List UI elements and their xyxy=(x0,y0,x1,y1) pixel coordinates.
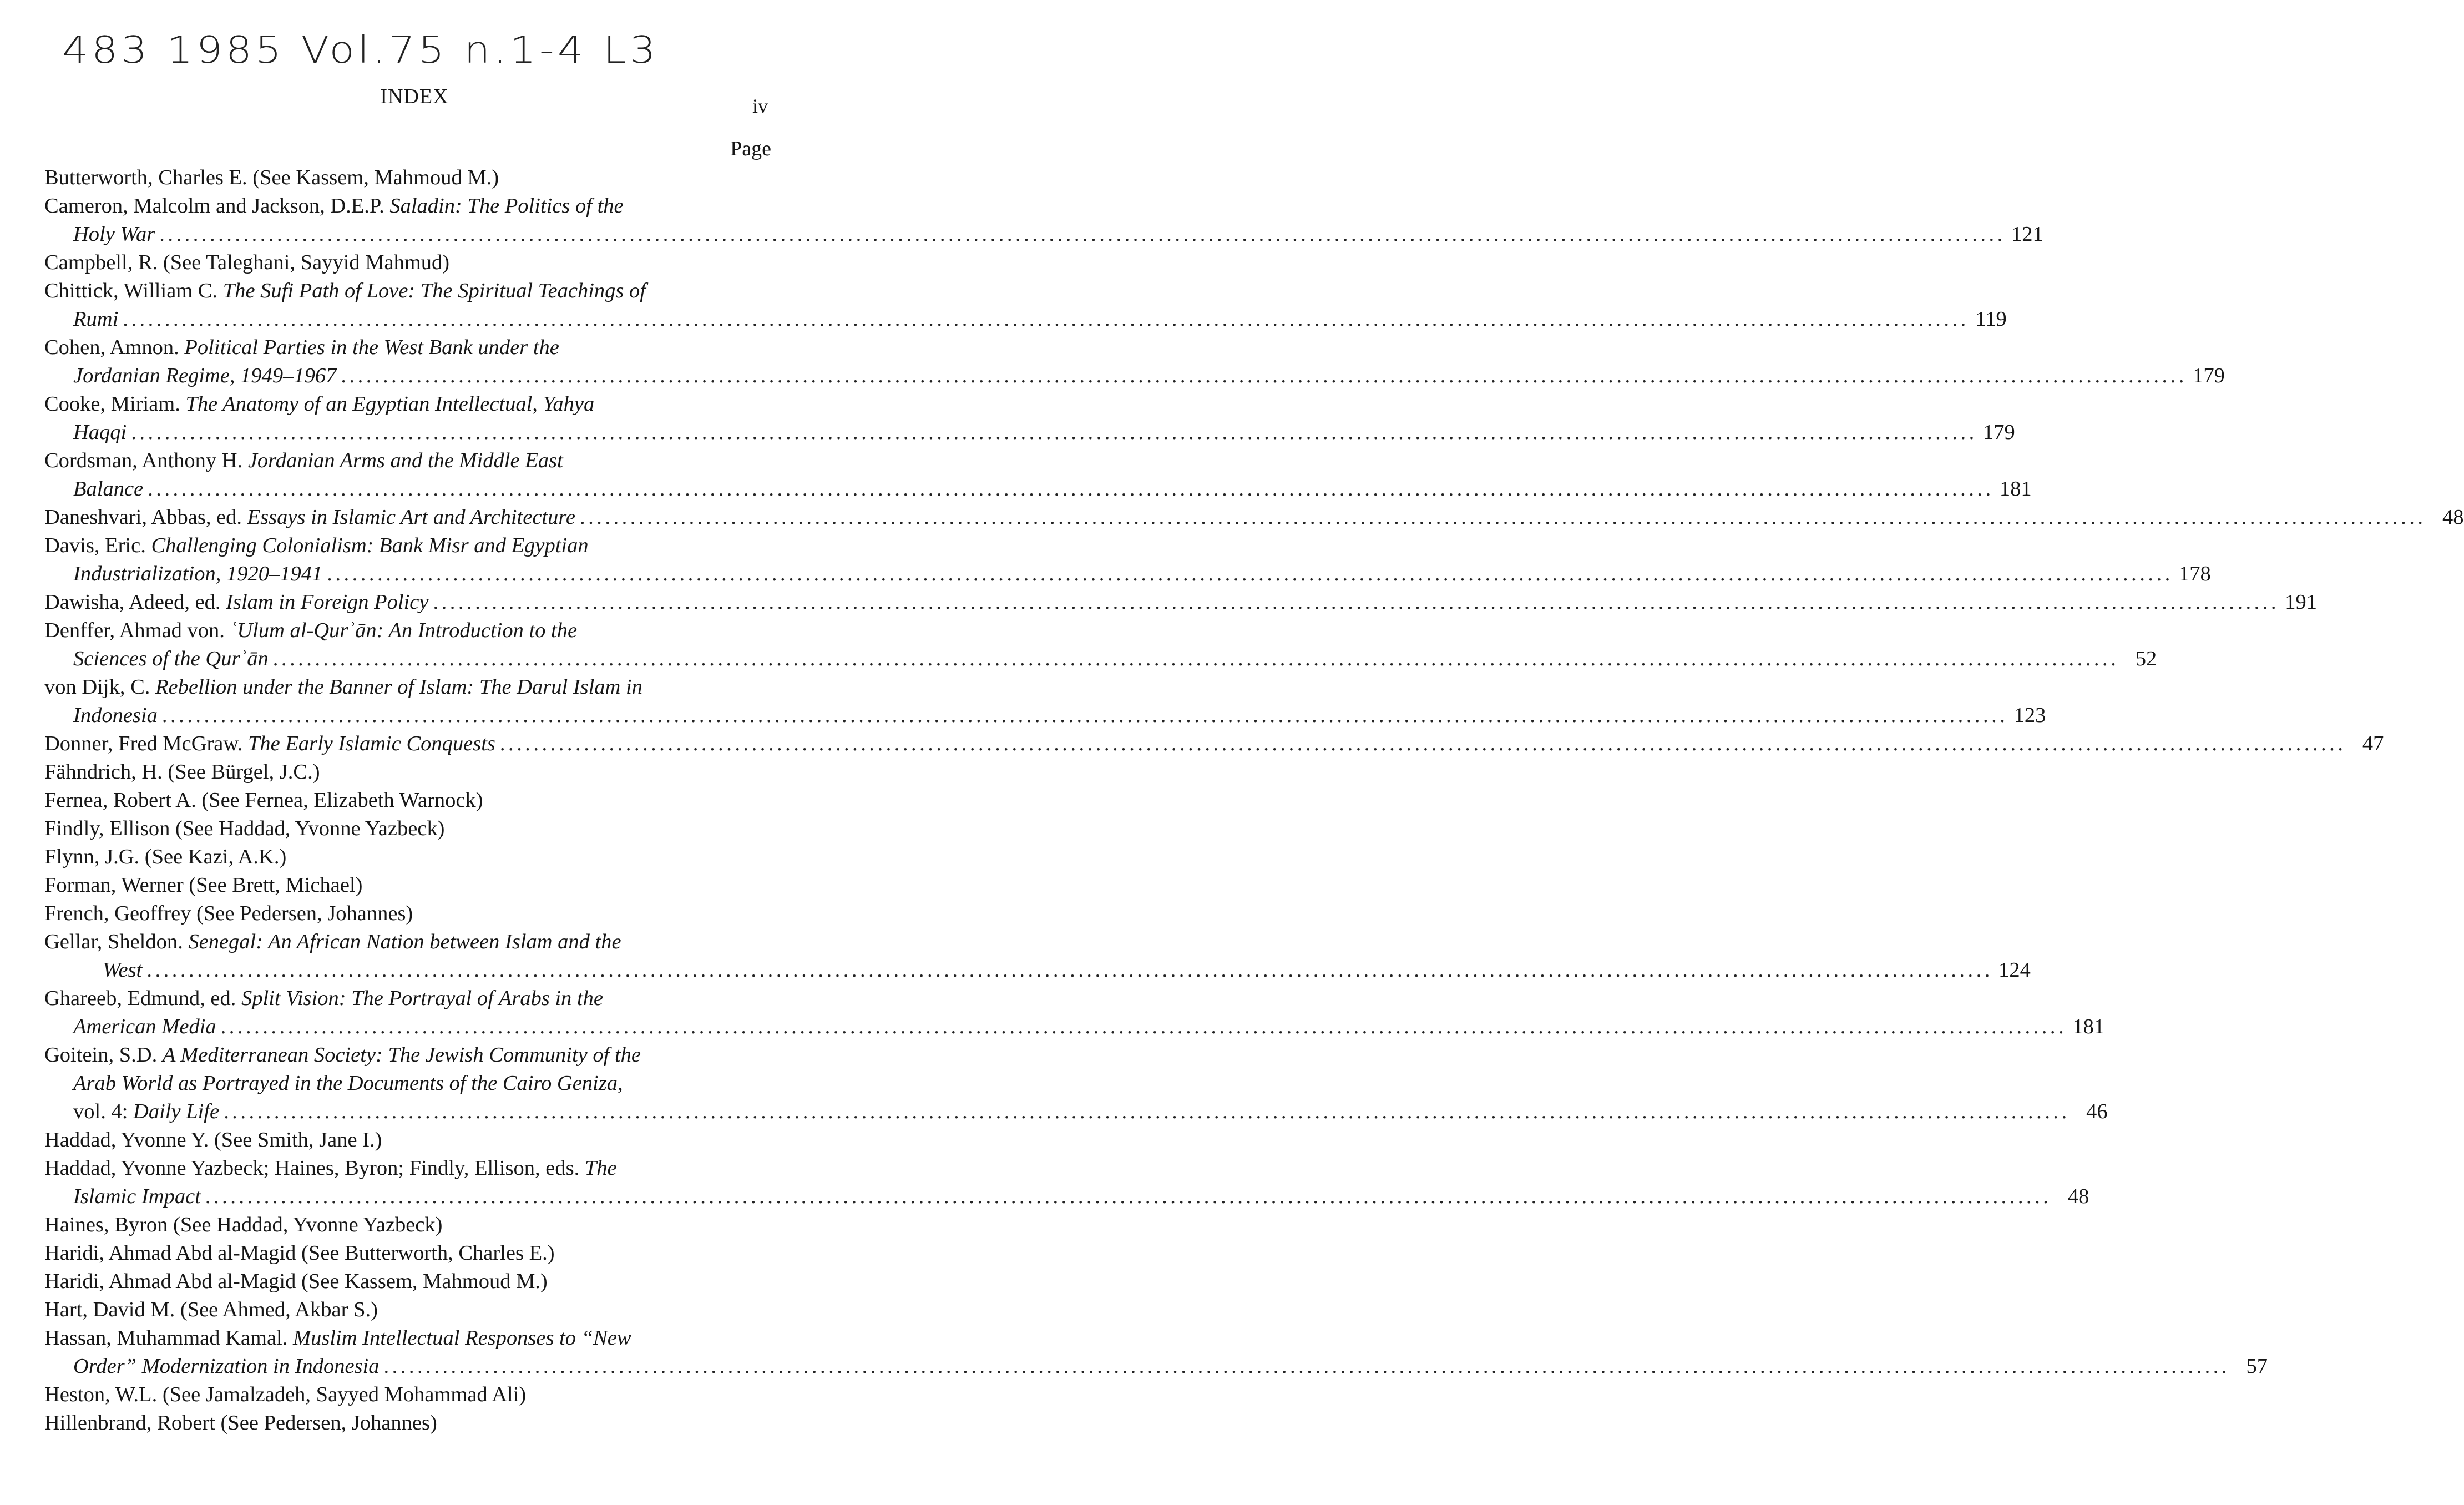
entry-title: ʿUlum al-Qurʾān: An Introduction to the xyxy=(230,619,578,642)
dot-leader: ............................................................................................................................................................................................................................ xyxy=(205,1185,2052,1208)
entry-page-number: 124 xyxy=(1998,958,2031,982)
entry-page-number: 119 xyxy=(1975,307,2007,331)
index-entry xyxy=(44,447,2032,503)
entry-title: The xyxy=(584,1156,617,1180)
entry-text: Gellar, Sheldon. xyxy=(44,930,189,953)
entry-text: Dawisha, Adeed, ed. xyxy=(44,590,226,614)
index-entry xyxy=(44,871,771,900)
index-entry-line xyxy=(44,1154,771,1183)
entry-page-number: 52 xyxy=(2135,647,2157,670)
entry-text: Ghareeb, Edmund, ed. xyxy=(44,987,241,1010)
index-entry xyxy=(44,277,2007,334)
page-numeral: iv xyxy=(752,95,768,117)
entry-page-number: 191 xyxy=(2285,590,2317,614)
index-entry-line xyxy=(44,984,771,1013)
index-entry-line xyxy=(44,1239,771,1267)
entry-title: Haqqi xyxy=(73,421,127,444)
entry-title: Balance xyxy=(73,477,144,501)
entry-page-number: 121 xyxy=(2011,223,2043,246)
index-entry xyxy=(44,334,2225,390)
entry-page-number: 48 xyxy=(2067,1185,2089,1208)
entry-text: Hillenbrand, Robert (See Pedersen, Johannes) xyxy=(44,1411,437,1435)
index-entry xyxy=(44,249,771,277)
index-entry-continuation xyxy=(44,956,2031,984)
index-entry-line xyxy=(44,164,771,192)
entry-title: Holy War xyxy=(73,223,155,246)
dot-leader: ............................................................................................................................................................................................................................ xyxy=(433,590,2279,614)
dot-leader: ............................................................................................................................................................................................................................ xyxy=(341,364,2187,387)
entry-page-number: 179 xyxy=(1983,421,2015,444)
entry-title: The Sufi Path of Love: The Spiritual Teachings of xyxy=(222,279,646,302)
index-entry-line xyxy=(44,390,771,418)
index-entry-line xyxy=(44,588,2317,617)
dot-leader: ............................................................................................................................................................................................................................ xyxy=(159,223,2006,246)
entry-page-number: 123 xyxy=(2013,704,2046,727)
index-entry-line xyxy=(44,1126,771,1154)
index-entry-line xyxy=(44,786,771,815)
entry-text: Fähndrich, H. (See Bürgel, J.C.) xyxy=(44,760,320,784)
index-entry-line xyxy=(44,1381,771,1409)
index-entry xyxy=(44,1381,771,1409)
index-entry-line xyxy=(44,928,771,956)
dot-leader: ............................................................................................................................................................................................................................ xyxy=(499,732,2346,755)
index-entry xyxy=(44,617,2157,673)
entry-title: Islamic Impact xyxy=(73,1185,201,1208)
entry-title: Rebellion under the Banner of Islam: The Darul Islam in xyxy=(155,675,642,699)
entry-text: Haddad, Yvonne Yazbeck; Haines, Byron; Findly, Ellison, eds. xyxy=(44,1156,585,1180)
entry-title: Saladin: The Politics of the xyxy=(389,194,624,218)
index-entry xyxy=(44,503,2464,532)
entry-text: Forman, Werner (See Brett, Michael) xyxy=(44,873,363,897)
dot-leader: ............................................................................................................................................................................................................................ xyxy=(123,307,1969,331)
index-entry xyxy=(44,984,2105,1041)
index-entry xyxy=(44,900,771,928)
index-entry-line xyxy=(44,900,771,928)
index-entry-line xyxy=(44,871,771,900)
entry-title: Islam in Foreign Policy xyxy=(226,590,429,614)
index-entry-line xyxy=(44,532,771,560)
entry-text: Hassan, Muhammad Kamal. xyxy=(44,1326,293,1350)
dot-leader: ............................................................................................................................................................................................................................ xyxy=(383,1355,2230,1378)
entry-title: Senegal: An African Nation between Islam and the xyxy=(188,930,621,953)
index-entry xyxy=(44,1239,771,1267)
entry-text: Haridi, Ahmad Abd al-Magid (See Kassem, Mahmoud M.) xyxy=(44,1270,548,1293)
entry-title: Split Vision: The Portrayal of Arabs in the xyxy=(241,987,603,1010)
index-entry-continuation xyxy=(44,220,2043,249)
entry-title: Challenging Colonialism: Bank Misr and Egyptian xyxy=(151,534,589,557)
entry-title: A Mediterranean Society: The Jewish Community of the xyxy=(162,1043,641,1067)
entry-text: Cordsman, Anthony H. xyxy=(44,449,248,472)
index-entry xyxy=(44,1211,771,1239)
index-entry-line xyxy=(44,617,771,645)
index-entry-line xyxy=(44,730,2384,758)
index-entry xyxy=(44,1409,771,1437)
entry-text: Hart, David M. (See Ahmed, Akbar S.) xyxy=(44,1298,378,1321)
entry-title: West xyxy=(103,958,143,982)
entry-page-number: 181 xyxy=(1999,477,2032,501)
index-entry xyxy=(44,1154,2089,1211)
dot-leader: ............................................................................................................................................................................................................................ xyxy=(161,704,2008,727)
entry-title: Muslim Intellectual Responses to “New xyxy=(293,1326,631,1350)
entry-title: Rumi xyxy=(73,307,119,331)
index-entry-continuation xyxy=(44,701,2046,730)
dot-leader: ............................................................................................................................................................................................................................ xyxy=(580,506,2426,529)
entry-page-number: 179 xyxy=(2193,364,2225,387)
index-entry-line xyxy=(44,1296,771,1324)
dot-leader: ............................................................................................................................................................................................................................ xyxy=(327,562,2173,585)
index-entry-continuation xyxy=(44,1013,2105,1041)
entry-title: American Media xyxy=(73,1015,216,1038)
entry-title: Essays in Islamic Art and Architecture xyxy=(247,506,575,529)
index-entry-line xyxy=(44,1409,771,1437)
entry-text: von Dijk, C. xyxy=(44,675,156,699)
index-entry-line xyxy=(44,758,771,786)
index-entry xyxy=(44,192,2043,249)
index-entry xyxy=(44,730,2384,758)
entry-page-number: 57 xyxy=(2246,1355,2268,1378)
entry-title: Jordanian Arms and the Middle East xyxy=(247,449,563,472)
index-entry-continuation xyxy=(44,475,2032,503)
index-entry xyxy=(44,1296,771,1324)
index-entry-line xyxy=(44,503,2464,532)
index-entry xyxy=(44,843,771,871)
entry-title: Order” Modernization in Indonesia xyxy=(73,1355,380,1378)
entry-title: Industrialization, 1920–1941 xyxy=(73,562,323,585)
entry-text: Goitein, S.D. xyxy=(44,1043,163,1067)
entry-title: The Early Islamic Conquests xyxy=(247,732,495,755)
index-entry xyxy=(44,1126,771,1154)
entry-title: The Anatomy of an Egyptian Intellectual, Yahya xyxy=(185,392,595,416)
index-entry xyxy=(44,390,2015,447)
index-entry-continuation xyxy=(44,305,2007,334)
dot-leader: ............................................................................................................................................................................................................................ xyxy=(224,1100,2070,1123)
index-entry-line xyxy=(44,1267,771,1296)
index-entry-continuation xyxy=(44,560,2211,588)
entry-title: Sciences of the Qurʾān xyxy=(73,647,269,670)
index-entry xyxy=(44,164,771,192)
entry-text: Donner, Fred McGraw. xyxy=(44,732,248,755)
entry-text: Haines, Byron (See Haddad, Yvonne Yazbeck) xyxy=(44,1213,443,1236)
index-entry xyxy=(44,588,2317,617)
entry-title: Indonesia xyxy=(73,704,158,727)
index-entry-line xyxy=(44,192,771,220)
dot-leader: ............................................................................................................................................................................................................................ xyxy=(220,1015,2067,1038)
page-title: INDEX xyxy=(380,85,449,108)
handwritten-shelf-note: 483 1985 Vol.75 n.1-4 L3 xyxy=(62,29,659,72)
index-entry xyxy=(44,1324,2268,1381)
index-entry xyxy=(44,1267,771,1296)
index-entry-line xyxy=(44,249,771,277)
index-entry xyxy=(44,815,771,843)
entry-title: Arab World as Portrayed in the Documents of the Cairo Geniza, xyxy=(73,1072,623,1095)
index-entry-line xyxy=(44,1324,771,1352)
index-entry-line xyxy=(44,334,771,362)
index-entry xyxy=(44,673,2046,730)
index-entry-line xyxy=(44,1041,771,1069)
entry-text: vol. 4: xyxy=(73,1100,134,1123)
entry-text: Denffer, Ahmad von. xyxy=(44,619,230,642)
entry-title: Daily Life xyxy=(133,1100,220,1123)
index-entry xyxy=(44,928,2031,984)
entry-text: Chittick, William C. xyxy=(44,279,223,302)
entry-text: Findly, Ellison (See Haddad, Yvonne Yazbeck) xyxy=(44,817,445,840)
index-entry-line xyxy=(44,673,771,701)
index-entry-list xyxy=(44,164,2464,1437)
index-entry-line xyxy=(44,1211,771,1239)
entry-text: Cameron, Malcolm and Jackson, D.E.P. xyxy=(44,194,390,218)
entry-text: French, Geoffrey (See Pedersen, Johannes) xyxy=(44,902,413,925)
entry-text: Haddad, Yvonne Y. (See Smith, Jane I.) xyxy=(44,1128,382,1152)
entry-page-number: 48 xyxy=(2442,506,2464,529)
entry-title: Political Parties in the West Bank under the xyxy=(184,336,559,359)
entry-text: Campbell, R. (See Taleghani, Sayyid Mahmud) xyxy=(44,251,450,274)
index-entry-continuation xyxy=(44,418,2015,447)
index-entry-line xyxy=(44,815,771,843)
dot-leader: ............................................................................................................................................................................................................................ xyxy=(148,477,1994,501)
index-entry-line xyxy=(44,447,771,475)
dot-leader: ............................................................................................................................................................................................................................ xyxy=(131,421,1977,444)
entry-text: Fernea, Robert A. (See Fernea, Elizabeth Warnock) xyxy=(44,789,483,812)
index-entry-continuation xyxy=(44,1352,2268,1381)
dot-leader: ............................................................................................................................................................................................................................ xyxy=(272,647,2119,670)
entry-page-number: 181 xyxy=(2072,1015,2105,1038)
index-entry-continuation xyxy=(44,645,2157,673)
entry-text: Daneshvari, Abbas, ed. xyxy=(44,506,247,529)
entry-text: Heston, W.L. (See Jamalzadeh, Sayyed Mohammad Ali) xyxy=(44,1383,527,1406)
index-entry-continuation xyxy=(44,1069,771,1098)
entry-title: Jordanian Regime, 1949–1967 xyxy=(73,364,337,387)
page-column-header: Page xyxy=(730,137,771,160)
index-entry-continuation xyxy=(44,362,2225,390)
entry-text: Flynn, J.G. (See Kazi, A.K.) xyxy=(44,845,287,868)
entry-text: Haridi, Ahmad Abd al-Magid (See Butterworth, Charles E.) xyxy=(44,1241,555,1265)
entry-text: Cooke, Miriam. xyxy=(44,392,186,416)
entry-text: Butterworth, Charles E. (See Kassem, Mahmoud M.) xyxy=(44,166,499,189)
index-entry xyxy=(44,758,771,786)
entry-text: Davis, Eric. xyxy=(44,534,151,557)
entry-page-number: 46 xyxy=(2086,1100,2108,1123)
entry-page-number: 178 xyxy=(2178,562,2211,585)
entry-text: Cohen, Amnon. xyxy=(44,336,185,359)
index-entry-continuation xyxy=(44,1183,2089,1211)
index-entry-line xyxy=(44,843,771,871)
entry-page-number: 47 xyxy=(2362,732,2384,755)
index-entry xyxy=(44,1041,2108,1126)
index-entry xyxy=(44,786,771,815)
index-entry xyxy=(44,532,2211,588)
index-entry-continuation xyxy=(44,1098,2108,1126)
dot-leader: ............................................................................................................................................................................................................................ xyxy=(146,958,1993,982)
index-entry-line xyxy=(44,277,771,305)
